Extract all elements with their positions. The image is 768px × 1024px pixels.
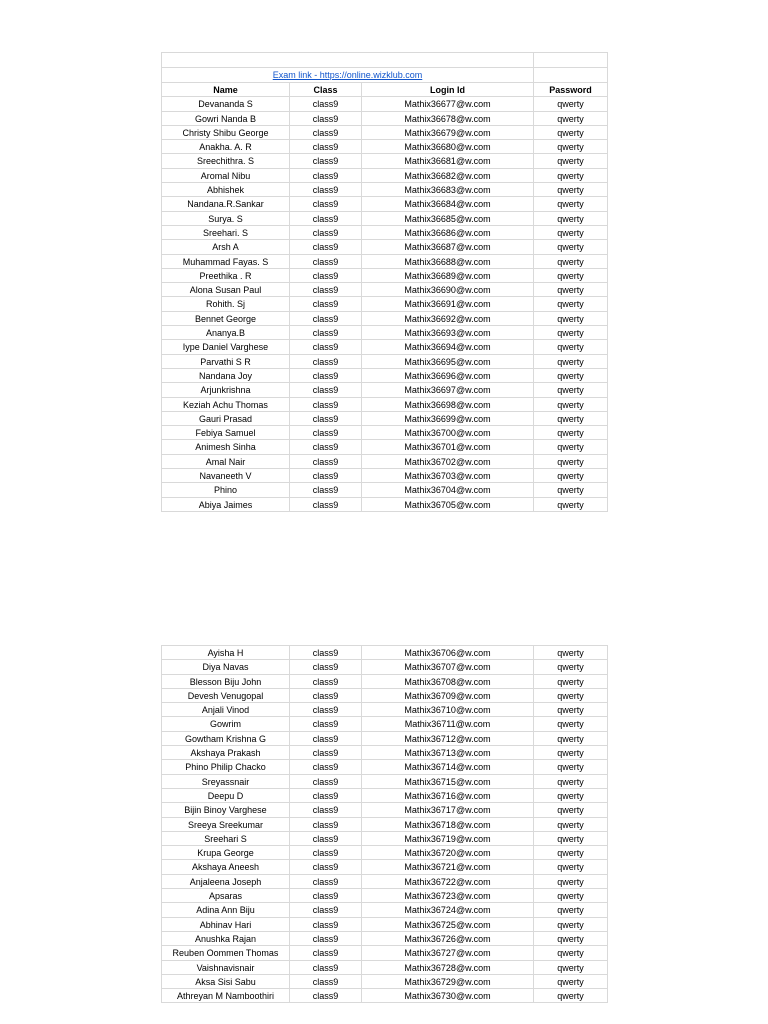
cell-class: class9	[290, 112, 362, 126]
table-row	[162, 875, 608, 889]
cell-name: Surya. S	[162, 212, 290, 226]
cell-password: qwerty	[534, 126, 608, 140]
cell-name: Sreyassnair	[162, 775, 290, 789]
cell-name: Christy Shibu George	[162, 126, 290, 140]
cell-password: qwerty	[534, 675, 608, 689]
cell-name: Nandana.R.Sankar	[162, 197, 290, 211]
cell-class: class9	[290, 889, 362, 903]
cell-password: qwerty	[534, 860, 608, 874]
table-row	[162, 703, 608, 717]
table-row	[162, 369, 608, 383]
cell-class: class9	[290, 312, 362, 326]
cell-password: qwerty	[534, 717, 608, 731]
cell-password: qwerty	[534, 112, 608, 126]
table-row	[162, 312, 608, 326]
cell-class: class9	[290, 689, 362, 703]
cell-class: class9	[290, 440, 362, 454]
table-row	[162, 483, 608, 497]
cell-login: Mathix36715@w.com	[362, 775, 534, 789]
cell-name: Deepu D	[162, 789, 290, 803]
exam-link-row	[162, 68, 608, 83]
cell-class: class9	[290, 775, 362, 789]
cell-password: qwerty	[534, 412, 608, 426]
cell-login: Mathix36697@w.com	[362, 383, 534, 397]
cell-password: qwerty	[534, 169, 608, 183]
cell-name: Iype Daniel Varghese	[162, 340, 290, 354]
table-row	[162, 269, 608, 283]
exam-link[interactable]: Exam link - https://online.wizklub.com	[162, 68, 534, 83]
cell-class: class9	[290, 154, 362, 168]
cell-password: qwerty	[534, 760, 608, 774]
cell-login: Mathix36688@w.com	[362, 255, 534, 269]
cell-class: class9	[290, 932, 362, 946]
table-row	[162, 355, 608, 369]
cell-name: Sreechithra. S	[162, 154, 290, 168]
cell-class: class9	[290, 846, 362, 860]
cell-password: qwerty	[534, 932, 608, 946]
cell-login: Mathix36713@w.com	[362, 746, 534, 760]
cell-class: class9	[290, 97, 362, 111]
table-row	[162, 469, 608, 483]
table-row	[162, 197, 608, 211]
table-row	[162, 255, 608, 269]
cell-class: class9	[290, 269, 362, 283]
cell-class: class9	[290, 717, 362, 731]
cell-class: class9	[290, 760, 362, 774]
table-row	[162, 689, 608, 703]
table-row	[162, 426, 608, 440]
table-row	[162, 989, 608, 1003]
cell-password: qwerty	[534, 660, 608, 674]
cell-password: qwerty	[534, 297, 608, 311]
cell-class: class9	[290, 703, 362, 717]
cell-login: Mathix36705@w.com	[362, 498, 534, 512]
cell-class: class9	[290, 426, 362, 440]
cell-class: class9	[290, 789, 362, 803]
cell-password: qwerty	[534, 483, 608, 497]
cell-login: Mathix36679@w.com	[362, 126, 534, 140]
cell-login: Mathix36710@w.com	[362, 703, 534, 717]
cell-password: qwerty	[534, 903, 608, 917]
cell-password: qwerty	[534, 789, 608, 803]
cell-login: Mathix36709@w.com	[362, 689, 534, 703]
cell-name: Gowrim	[162, 717, 290, 731]
table-row	[162, 283, 608, 297]
table-row	[162, 803, 608, 817]
cell-login: Mathix36714@w.com	[362, 760, 534, 774]
cell-name: Devananda S	[162, 97, 290, 111]
cell-class: class9	[290, 197, 362, 211]
cell-login: Mathix36678@w.com	[362, 112, 534, 126]
cell-name: Gowtham Krishna G	[162, 732, 290, 746]
cell-login: Mathix36686@w.com	[362, 226, 534, 240]
cell-password: qwerty	[534, 689, 608, 703]
cell-password: qwerty	[534, 212, 608, 226]
header-class: Class	[290, 83, 362, 97]
table-row	[162, 961, 608, 975]
cell-class: class9	[290, 226, 362, 240]
cell-name: Blesson Biju John	[162, 675, 290, 689]
cell-name: Febiya Samuel	[162, 426, 290, 440]
cell-class: class9	[290, 412, 362, 426]
cell-password: qwerty	[534, 775, 608, 789]
cell-name: Sreeya Sreekumar	[162, 818, 290, 832]
cell-password: qwerty	[534, 832, 608, 846]
cell-class: class9	[290, 498, 362, 512]
cell-class: class9	[290, 297, 362, 311]
cell-login: Mathix36707@w.com	[362, 660, 534, 674]
cell-class: class9	[290, 903, 362, 917]
table-row	[162, 126, 608, 140]
cell-login: Mathix36681@w.com	[362, 154, 534, 168]
cell-login: Mathix36684@w.com	[362, 197, 534, 211]
cell-login: Mathix36728@w.com	[362, 961, 534, 975]
cell-name: Keziah Achu Thomas	[162, 398, 290, 412]
cell-name: Apsaras	[162, 889, 290, 903]
cell-name: Anakha. A. R	[162, 140, 290, 154]
cell-class: class9	[290, 283, 362, 297]
table-row	[162, 760, 608, 774]
table-row	[162, 97, 608, 111]
cell-name: Gowri Nanda B	[162, 112, 290, 126]
table-row	[162, 646, 608, 660]
cell-password: qwerty	[534, 498, 608, 512]
cell-name: Aksa Sisi Sabu	[162, 975, 290, 989]
cell-password: qwerty	[534, 846, 608, 860]
cell-name: Animesh Sinha	[162, 440, 290, 454]
table-row	[162, 732, 608, 746]
cell-class: class9	[290, 832, 362, 846]
cell-class: class9	[290, 989, 362, 1003]
cell-login: Mathix36701@w.com	[362, 440, 534, 454]
cell-login: Mathix36683@w.com	[362, 183, 534, 197]
cell-name: Devesh Venugopal	[162, 689, 290, 703]
cell-login: Mathix36726@w.com	[362, 932, 534, 946]
cell-login: Mathix36702@w.com	[362, 455, 534, 469]
cell-login: Mathix36712@w.com	[362, 732, 534, 746]
cell-password: qwerty	[534, 183, 608, 197]
cell-name: Akshaya Aneesh	[162, 860, 290, 874]
cell-login: Mathix36695@w.com	[362, 355, 534, 369]
cell-login: Mathix36692@w.com	[362, 312, 534, 326]
cell-login: Mathix36725@w.com	[362, 918, 534, 932]
cell-class: class9	[290, 483, 362, 497]
cell-class: class9	[290, 746, 362, 760]
table-row	[162, 140, 608, 154]
cell-class: class9	[290, 803, 362, 817]
table-row	[162, 455, 608, 469]
cell-login: Mathix36680@w.com	[362, 140, 534, 154]
cell-class: class9	[290, 398, 362, 412]
cell-class: class9	[290, 140, 362, 154]
cell-class: class9	[290, 732, 362, 746]
cell-password: qwerty	[534, 818, 608, 832]
cell-password: qwerty	[534, 746, 608, 760]
cell-class: class9	[290, 875, 362, 889]
blank-row	[162, 53, 608, 68]
cell-password: qwerty	[534, 226, 608, 240]
cell-password: qwerty	[534, 469, 608, 483]
cell-name: Anushka Rajan	[162, 932, 290, 946]
cell-login: Mathix36722@w.com	[362, 875, 534, 889]
cell-class: class9	[290, 675, 362, 689]
cell-login: Mathix36682@w.com	[362, 169, 534, 183]
cell-password: qwerty	[534, 703, 608, 717]
cell-name: Reuben Oommen Thomas	[162, 946, 290, 960]
cell-class: class9	[290, 183, 362, 197]
table-row	[162, 818, 608, 832]
table-row	[162, 340, 608, 354]
cell-name: Gauri Prasad	[162, 412, 290, 426]
cell-password: qwerty	[534, 197, 608, 211]
table-row	[162, 675, 608, 689]
cell-password: qwerty	[534, 426, 608, 440]
cell-name: Diya Navas	[162, 660, 290, 674]
cell-password: qwerty	[534, 312, 608, 326]
cell-name: Alona Susan Paul	[162, 283, 290, 297]
cell-class: class9	[290, 961, 362, 975]
cell-login: Mathix36700@w.com	[362, 426, 534, 440]
table-row	[162, 717, 608, 731]
cell-password: qwerty	[534, 326, 608, 340]
table-header	[162, 83, 608, 97]
cell-password: qwerty	[534, 989, 608, 1003]
cell-name: Ananya.B	[162, 326, 290, 340]
cell-password: qwerty	[534, 140, 608, 154]
cell-password: qwerty	[534, 918, 608, 932]
table-row	[162, 398, 608, 412]
cell-password: qwerty	[534, 283, 608, 297]
cell-name: Arjunkrishna	[162, 383, 290, 397]
table-row	[162, 326, 608, 340]
cell-password: qwerty	[534, 154, 608, 168]
cell-password: qwerty	[534, 383, 608, 397]
cell-login: Mathix36719@w.com	[362, 832, 534, 846]
table-row	[162, 383, 608, 397]
cell-password: qwerty	[534, 646, 608, 660]
cell-name: Preethika . R	[162, 269, 290, 283]
cell-name: Anjaleena Joseph	[162, 875, 290, 889]
cell-name: Abhinav Hari	[162, 918, 290, 932]
table-row	[162, 746, 608, 760]
cell-login: Mathix36704@w.com	[362, 483, 534, 497]
cell-login: Mathix36727@w.com	[362, 946, 534, 960]
table-row	[162, 846, 608, 860]
cell-name: Sreehari. S	[162, 226, 290, 240]
cell-class: class9	[290, 340, 362, 354]
table-row	[162, 297, 608, 311]
cell-password: qwerty	[534, 355, 608, 369]
table-row	[162, 918, 608, 932]
cell-name: Athreyan M Namboothiri	[162, 989, 290, 1003]
cell-class: class9	[290, 860, 362, 874]
cell-class: class9	[290, 126, 362, 140]
table-row	[162, 932, 608, 946]
table-row	[162, 832, 608, 846]
table-row	[162, 412, 608, 426]
cell-login: Mathix36720@w.com	[362, 846, 534, 860]
cell-password: qwerty	[534, 440, 608, 454]
table-row	[162, 889, 608, 903]
cell-class: class9	[290, 355, 362, 369]
cell-name: Nandana Joy	[162, 369, 290, 383]
cell-login: Mathix36687@w.com	[362, 240, 534, 254]
table-row	[162, 183, 608, 197]
cell-name: Arsh A	[162, 240, 290, 254]
cell-name: Rohith. Sj	[162, 297, 290, 311]
cell-name: Krupa George	[162, 846, 290, 860]
cell-login: Mathix36706@w.com	[362, 646, 534, 660]
cell-name: Bennet George	[162, 312, 290, 326]
cell-name: Anjali Vinod	[162, 703, 290, 717]
cell-login: Mathix36723@w.com	[362, 889, 534, 903]
cell-class: class9	[290, 946, 362, 960]
cell-password: qwerty	[534, 269, 608, 283]
cell-class: class9	[290, 646, 362, 660]
cell-login: Mathix36694@w.com	[362, 340, 534, 354]
table-row	[162, 660, 608, 674]
cell-login: Mathix36690@w.com	[362, 283, 534, 297]
cell-password: qwerty	[534, 240, 608, 254]
cell-password: qwerty	[534, 455, 608, 469]
cell-password: qwerty	[534, 732, 608, 746]
cell-login: Mathix36711@w.com	[362, 717, 534, 731]
cell-name: Bijin Binoy Varghese	[162, 803, 290, 817]
cell-login: Mathix36693@w.com	[362, 326, 534, 340]
cell-login: Mathix36691@w.com	[362, 297, 534, 311]
table-row	[162, 903, 608, 917]
table-row	[162, 440, 608, 454]
table-row	[162, 498, 608, 512]
cell-name: Phino	[162, 483, 290, 497]
cell-name: Sreehari S	[162, 832, 290, 846]
cell-login: Mathix36717@w.com	[362, 803, 534, 817]
cell-name: Navaneeth V	[162, 469, 290, 483]
cell-login: Mathix36721@w.com	[362, 860, 534, 874]
cell-name: Muhammad Fayas. S	[162, 255, 290, 269]
cell-name: Abhishek	[162, 183, 290, 197]
cell-class: class9	[290, 918, 362, 932]
cell-password: qwerty	[534, 97, 608, 111]
cell-login: Mathix36703@w.com	[362, 469, 534, 483]
cell-login: Mathix36677@w.com	[362, 97, 534, 111]
cell-name: Parvathi S R	[162, 355, 290, 369]
cell-name: Ayisha H	[162, 646, 290, 660]
header-name: Name	[162, 83, 290, 97]
table-row	[162, 169, 608, 183]
cell-password: qwerty	[534, 961, 608, 975]
student-table-1	[161, 52, 608, 512]
cell-class: class9	[290, 212, 362, 226]
cell-name: Amal Nair	[162, 455, 290, 469]
cell-login: Mathix36699@w.com	[362, 412, 534, 426]
cell-password: qwerty	[534, 398, 608, 412]
cell-class: class9	[290, 975, 362, 989]
cell-password: qwerty	[534, 340, 608, 354]
cell-class: class9	[290, 169, 362, 183]
table-row	[162, 946, 608, 960]
cell-login: Mathix36708@w.com	[362, 675, 534, 689]
cell-password: qwerty	[534, 255, 608, 269]
cell-password: qwerty	[534, 946, 608, 960]
cell-login: Mathix36696@w.com	[362, 369, 534, 383]
cell-class: class9	[290, 818, 362, 832]
cell-class: class9	[290, 660, 362, 674]
cell-password: qwerty	[534, 803, 608, 817]
cell-name: Abiya Jaimes	[162, 498, 290, 512]
table-row	[162, 226, 608, 240]
header-login: Login Id	[362, 83, 534, 97]
cell-name: Aromal Nibu	[162, 169, 290, 183]
cell-login: Mathix36718@w.com	[362, 818, 534, 832]
cell-login: Mathix36724@w.com	[362, 903, 534, 917]
cell-login: Mathix36685@w.com	[362, 212, 534, 226]
table-row	[162, 112, 608, 126]
cell-name: Adina Ann Biju	[162, 903, 290, 917]
cell-login: Mathix36729@w.com	[362, 975, 534, 989]
cell-class: class9	[290, 469, 362, 483]
table-row	[162, 212, 608, 226]
cell-password: qwerty	[534, 369, 608, 383]
cell-login: Mathix36716@w.com	[362, 789, 534, 803]
cell-password: qwerty	[534, 875, 608, 889]
student-table-2	[161, 645, 608, 1003]
table-row	[162, 789, 608, 803]
cell-login: Mathix36698@w.com	[362, 398, 534, 412]
cell-class: class9	[290, 369, 362, 383]
cell-password: qwerty	[534, 975, 608, 989]
table-row	[162, 860, 608, 874]
cell-class: class9	[290, 326, 362, 340]
table-row	[162, 240, 608, 254]
cell-password: qwerty	[534, 889, 608, 903]
cell-class: class9	[290, 383, 362, 397]
cell-class: class9	[290, 255, 362, 269]
cell-name: Akshaya Prakash	[162, 746, 290, 760]
table-row	[162, 775, 608, 789]
cell-class: class9	[290, 240, 362, 254]
cell-name: Vaishnavisnair	[162, 961, 290, 975]
table-row	[162, 975, 608, 989]
cell-login: Mathix36730@w.com	[362, 989, 534, 1003]
table-row	[162, 154, 608, 168]
cell-login: Mathix36689@w.com	[362, 269, 534, 283]
cell-class: class9	[290, 455, 362, 469]
cell-name: Phino Philip Chacko	[162, 760, 290, 774]
header-password: Password	[534, 83, 608, 97]
